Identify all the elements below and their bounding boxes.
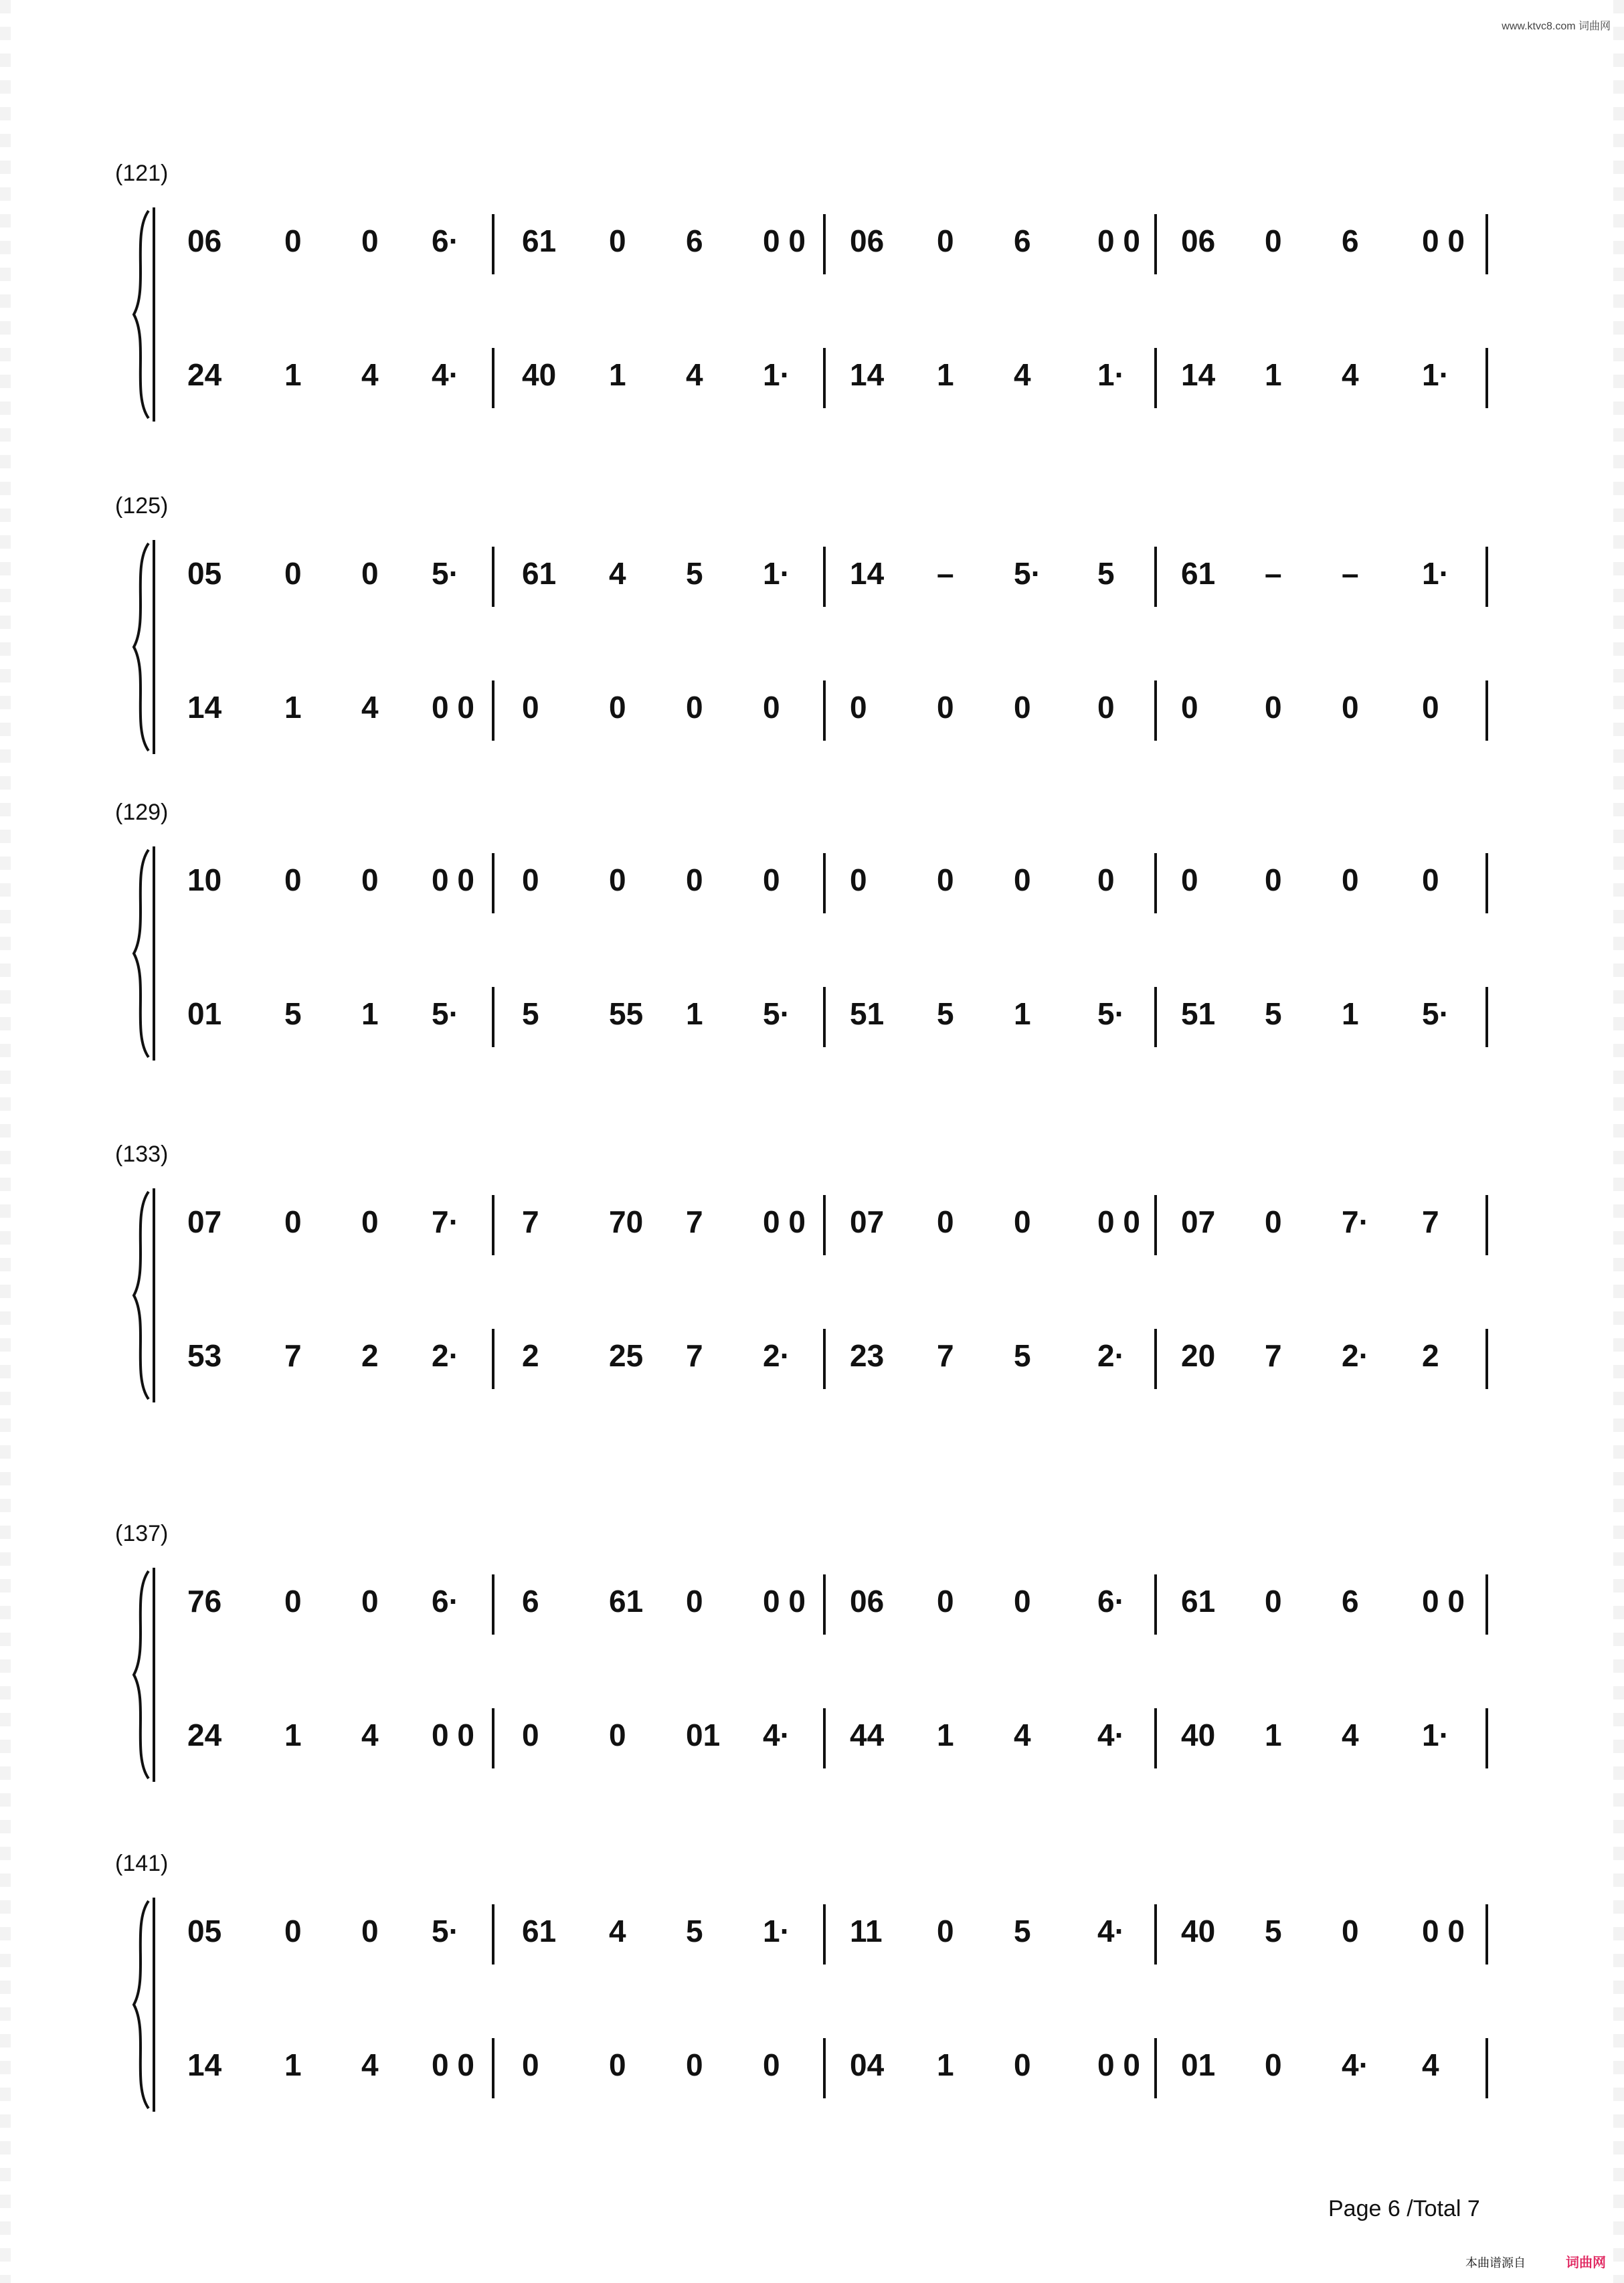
notation-token: 01 bbox=[187, 996, 222, 1031]
notation-token: 7 bbox=[284, 1338, 302, 1373]
barline bbox=[823, 348, 826, 408]
notation-token: 14 bbox=[850, 357, 885, 392]
notation-token: 5· bbox=[432, 996, 459, 1031]
notation-token: 0 bbox=[1014, 690, 1031, 725]
notation-token: 4 bbox=[361, 690, 379, 725]
barline bbox=[1485, 1574, 1488, 1635]
notation-token: 61 bbox=[522, 1914, 557, 1948]
system-start-line bbox=[153, 846, 155, 1061]
barline bbox=[1485, 1195, 1488, 1255]
notation-token: 0 bbox=[1342, 690, 1359, 725]
notation-token: 0 bbox=[1265, 2047, 1282, 2082]
notation-token: 0 bbox=[522, 1718, 539, 1752]
barline bbox=[1485, 214, 1488, 274]
barline bbox=[1485, 853, 1488, 913]
notation-token: 0 bbox=[522, 690, 539, 725]
notation-token: 0 bbox=[522, 862, 539, 897]
notation-token: 0 bbox=[609, 223, 626, 258]
notation-token: 5 bbox=[686, 1914, 703, 1948]
barline bbox=[823, 680, 826, 741]
barline bbox=[492, 1904, 494, 1965]
notation-token: 0 0 bbox=[432, 1718, 474, 1752]
system-start-line bbox=[153, 1568, 155, 1782]
notation-token: 0 bbox=[1342, 862, 1359, 897]
notation-token: 4 bbox=[1342, 1718, 1359, 1752]
barline bbox=[1485, 680, 1488, 741]
measure-number: (121) bbox=[115, 161, 169, 186]
notation-token: 1· bbox=[763, 357, 790, 392]
barline bbox=[823, 987, 826, 1047]
notation-token: 6 bbox=[522, 1584, 539, 1619]
notation-token: 1· bbox=[1422, 556, 1449, 591]
notation-token: 4· bbox=[1097, 1718, 1125, 1752]
notation-token: 05 bbox=[187, 556, 222, 591]
notation-token: 4 bbox=[609, 1914, 626, 1948]
barline bbox=[823, 214, 826, 274]
notation-token: 7· bbox=[1342, 1204, 1369, 1239]
notation-token: 7 bbox=[686, 1338, 703, 1373]
notation-token: 1 bbox=[284, 1718, 302, 1752]
system-brace bbox=[128, 207, 155, 422]
barline bbox=[492, 2038, 494, 2098]
notation-token: 1 bbox=[361, 996, 379, 1031]
notation-token: 0 bbox=[361, 556, 379, 591]
notation-token: 1· bbox=[763, 556, 790, 591]
system-start-line bbox=[153, 207, 155, 422]
barline bbox=[1485, 987, 1488, 1047]
notation-token: 5 bbox=[1265, 1914, 1282, 1948]
notation-token: 0 bbox=[1422, 862, 1439, 897]
notation-token: 0 bbox=[609, 1718, 626, 1752]
system-brace bbox=[128, 1568, 155, 1782]
barline bbox=[1485, 1708, 1488, 1768]
notation-token: 0 0 bbox=[763, 1584, 806, 1619]
barline bbox=[823, 547, 826, 607]
notation-token: 61 bbox=[1181, 556, 1216, 591]
barline bbox=[492, 348, 494, 408]
notation-token: 0 bbox=[609, 2047, 626, 2082]
notation-token: 0 bbox=[361, 1914, 379, 1948]
notation-token: 5 bbox=[522, 996, 539, 1031]
notation-token: 0 bbox=[1342, 1914, 1359, 1948]
notation-token: 0 bbox=[609, 862, 626, 897]
system-brace bbox=[128, 846, 155, 1061]
notation-token: 4 bbox=[1422, 2047, 1439, 2082]
notation-token: 44 bbox=[850, 1718, 885, 1752]
notation-token: 1 bbox=[284, 690, 302, 725]
notation-token: 0 0 bbox=[1422, 1584, 1465, 1619]
notation-token: 06 bbox=[1181, 223, 1216, 258]
notation-token: 7· bbox=[432, 1204, 459, 1239]
notation-token: 7 bbox=[522, 1204, 539, 1239]
notation-token: 0 bbox=[1181, 690, 1198, 725]
notation-token: 5 bbox=[937, 996, 954, 1031]
notation-token: 0 bbox=[937, 1914, 954, 1948]
notation-token: 0 bbox=[1265, 690, 1282, 725]
notation-token: 2· bbox=[432, 1338, 459, 1373]
notation-token: – bbox=[1342, 556, 1359, 591]
notation-token: 0 bbox=[850, 862, 867, 897]
notation-token: 0 0 bbox=[763, 1204, 806, 1239]
notation-token: 0 bbox=[1265, 862, 1282, 897]
measure-number: (133) bbox=[115, 1142, 169, 1167]
notation-token: 5· bbox=[432, 1914, 459, 1948]
barline bbox=[492, 1708, 494, 1768]
notation-token: 0 bbox=[1014, 862, 1031, 897]
notation-token: 5 bbox=[1014, 1338, 1031, 1373]
barline bbox=[823, 1195, 826, 1255]
barline bbox=[1485, 1329, 1488, 1389]
notation-token: 6 bbox=[1342, 223, 1359, 258]
notation-token: 4 bbox=[361, 357, 379, 392]
notation-token: 0 bbox=[284, 1584, 302, 1619]
notation-token: 4 bbox=[1014, 357, 1031, 392]
barline bbox=[1154, 2038, 1157, 2098]
barline bbox=[1485, 2038, 1488, 2098]
notation-token: 53 bbox=[187, 1338, 222, 1373]
notation-token: 05 bbox=[187, 1914, 222, 1948]
notation-token: 01 bbox=[686, 1718, 721, 1752]
barline bbox=[823, 1329, 826, 1389]
notation-token: 61 bbox=[522, 556, 557, 591]
notation-token: 4 bbox=[686, 357, 703, 392]
notation-token: 4 bbox=[361, 1718, 379, 1752]
notation-token: 0 0 bbox=[1097, 223, 1140, 258]
notation-token: 1 bbox=[686, 996, 703, 1031]
barline bbox=[1154, 547, 1157, 607]
notation-token: 0 bbox=[284, 223, 302, 258]
notation-token: 04 bbox=[850, 2047, 885, 2082]
notation-token: 0 0 bbox=[432, 2047, 474, 2082]
notation-token: 1 bbox=[1265, 357, 1282, 392]
measure-number: (137) bbox=[115, 1521, 169, 1546]
barline bbox=[1154, 1574, 1157, 1635]
barline bbox=[823, 1708, 826, 1768]
notation-token: 7 bbox=[1422, 1204, 1439, 1239]
measure-number: (125) bbox=[115, 493, 169, 519]
notation-token: 0 bbox=[1014, 1204, 1031, 1239]
system-brace bbox=[128, 1188, 155, 1402]
barline bbox=[492, 1329, 494, 1389]
barline bbox=[1154, 1708, 1157, 1768]
notation-token: 0 bbox=[1097, 690, 1115, 725]
notation-token: 61 bbox=[522, 223, 557, 258]
notation-token: 5· bbox=[1097, 996, 1125, 1031]
notation-token: 06 bbox=[187, 223, 222, 258]
barline bbox=[1154, 214, 1157, 274]
notation-token: 0 bbox=[284, 1914, 302, 1948]
notation-token: 5· bbox=[1422, 996, 1449, 1031]
notation-token: 1 bbox=[284, 2047, 302, 2082]
barline bbox=[823, 853, 826, 913]
notation-token: 4· bbox=[432, 357, 459, 392]
notation-token: 6 bbox=[1014, 223, 1031, 258]
barline bbox=[1154, 987, 1157, 1047]
barline bbox=[1154, 1329, 1157, 1389]
notation-token: 51 bbox=[1181, 996, 1216, 1031]
barline bbox=[1485, 1904, 1488, 1965]
notation-token: 01 bbox=[1181, 2047, 1216, 2082]
barline bbox=[492, 680, 494, 741]
notation-token: 0 bbox=[1422, 690, 1439, 725]
notation-token: 6· bbox=[432, 223, 459, 258]
barline bbox=[1485, 547, 1488, 607]
notation-token: 0 bbox=[1014, 1584, 1031, 1619]
left-margin-strip bbox=[0, 0, 11, 2283]
notation-token: 1 bbox=[937, 357, 954, 392]
notation-token: 61 bbox=[609, 1584, 644, 1619]
barline bbox=[1154, 1904, 1157, 1965]
notation-token: 1 bbox=[1342, 996, 1359, 1031]
notation-token: 20 bbox=[1181, 1338, 1216, 1373]
barline bbox=[1154, 348, 1157, 408]
notation-token: 0 bbox=[937, 223, 954, 258]
notation-token: 6· bbox=[432, 1584, 459, 1619]
notation-token: 1 bbox=[609, 357, 626, 392]
system-brace bbox=[128, 540, 155, 754]
notation-token: 1· bbox=[1422, 357, 1449, 392]
notation-token: 5 bbox=[1097, 556, 1115, 591]
notation-token: 0 bbox=[763, 690, 780, 725]
barline bbox=[492, 214, 494, 274]
notation-token: 24 bbox=[187, 1718, 222, 1752]
notation-token: – bbox=[1265, 556, 1282, 591]
notation-token: 07 bbox=[850, 1204, 885, 1239]
notation-token: 4 bbox=[361, 2047, 379, 2082]
notation-token: 0 bbox=[937, 862, 954, 897]
notation-token: 14 bbox=[1181, 357, 1216, 392]
notation-token: 1· bbox=[1097, 357, 1125, 392]
notation-token: 0 bbox=[937, 1204, 954, 1239]
barline bbox=[1154, 1195, 1157, 1255]
notation-token: – bbox=[937, 556, 954, 591]
notation-token: 10 bbox=[187, 862, 222, 897]
notation-token: 4 bbox=[609, 556, 626, 591]
notation-token: 1 bbox=[1265, 1718, 1282, 1752]
notation-token: 40 bbox=[1181, 1914, 1216, 1948]
notation-token: 5· bbox=[763, 996, 790, 1031]
notation-token: 0 0 bbox=[432, 690, 474, 725]
notation-token: 4 bbox=[1342, 357, 1359, 392]
notation-token: 1 bbox=[1014, 996, 1031, 1031]
notation-token: 2 bbox=[361, 1338, 379, 1373]
notation-token: 0 bbox=[686, 2047, 703, 2082]
notation-token: 0 bbox=[609, 690, 626, 725]
notation-token: 5 bbox=[284, 996, 302, 1031]
notation-token: 23 bbox=[850, 1338, 885, 1373]
notation-token: 2 bbox=[1422, 1338, 1439, 1373]
notation-token: 0 0 bbox=[432, 862, 474, 897]
notation-token: 0 bbox=[937, 1584, 954, 1619]
site-header: www.ktvc8.com 词曲网 bbox=[1502, 21, 1611, 32]
notation-token: 0 bbox=[284, 862, 302, 897]
notation-token: 6· bbox=[1097, 1584, 1125, 1619]
notation-token: 0 bbox=[686, 690, 703, 725]
notation-token: 0 bbox=[1265, 223, 1282, 258]
notation-token: 0 bbox=[1014, 2047, 1031, 2082]
notation-token: 4 bbox=[1014, 1718, 1031, 1752]
notation-token: 0 bbox=[1265, 1204, 1282, 1239]
notation-token: 2· bbox=[1342, 1338, 1369, 1373]
notation-token: 11 bbox=[850, 1914, 883, 1948]
notation-token: 0 bbox=[284, 556, 302, 591]
notation-token: 07 bbox=[1181, 1204, 1216, 1239]
notation-token: 4· bbox=[1342, 2047, 1369, 2082]
notation-token: 70 bbox=[609, 1204, 644, 1239]
barline bbox=[492, 547, 494, 607]
system-start-line bbox=[153, 540, 155, 754]
notation-token: 5· bbox=[432, 556, 459, 591]
notation-token: 0 bbox=[1181, 862, 1198, 897]
notation-token: 0 bbox=[361, 223, 379, 258]
notation-token: 1 bbox=[284, 357, 302, 392]
notation-token: 1 bbox=[937, 2047, 954, 2082]
barline bbox=[823, 1574, 826, 1635]
notation-token: 7 bbox=[937, 1338, 954, 1373]
notation-token: 40 bbox=[1181, 1718, 1216, 1752]
notation-token: 0 bbox=[763, 862, 780, 897]
barline bbox=[1154, 853, 1157, 913]
system-start-line bbox=[153, 1898, 155, 2112]
notation-token: 55 bbox=[609, 996, 644, 1031]
notation-token: 5 bbox=[1014, 1914, 1031, 1948]
system-brace bbox=[128, 1898, 155, 2112]
notation-token: 5· bbox=[1014, 556, 1041, 591]
notation-token: 06 bbox=[850, 223, 885, 258]
notation-token: 1 bbox=[937, 1718, 954, 1752]
notation-token: 51 bbox=[850, 996, 885, 1031]
notation-token: 0 bbox=[686, 862, 703, 897]
notation-token: 0 0 bbox=[1422, 223, 1465, 258]
notation-token: 24 bbox=[187, 357, 222, 392]
notation-token: 61 bbox=[1181, 1584, 1216, 1619]
notation-token: 0 bbox=[361, 1584, 379, 1619]
notation-token: 0 0 bbox=[1422, 1914, 1465, 1948]
notation-token: 0 0 bbox=[763, 223, 806, 258]
notation-token: 2· bbox=[763, 1338, 790, 1373]
notation-token: 1· bbox=[1422, 1718, 1449, 1752]
notation-token: 0 bbox=[361, 1204, 379, 1239]
notation-token: 4· bbox=[763, 1718, 790, 1752]
barline bbox=[492, 987, 494, 1047]
notation-token: 25 bbox=[609, 1338, 644, 1373]
page-number: Page 6 /Total 7 bbox=[1328, 2196, 1480, 2221]
notation-token: 5 bbox=[1265, 996, 1282, 1031]
barline bbox=[1485, 348, 1488, 408]
barline bbox=[823, 2038, 826, 2098]
notation-token: 0 bbox=[763, 2047, 780, 2082]
notation-token: 7 bbox=[686, 1204, 703, 1239]
footer-source: 本曲谱源自 bbox=[1465, 2256, 1526, 2270]
notation-token: 4· bbox=[1097, 1914, 1125, 1948]
notation-token: 0 bbox=[1265, 1584, 1282, 1619]
notation-token: 5 bbox=[686, 556, 703, 591]
notation-token: 0 bbox=[284, 1204, 302, 1239]
notation-token: 6 bbox=[1342, 1584, 1359, 1619]
barline bbox=[1154, 680, 1157, 741]
notation-token: 2· bbox=[1097, 1338, 1125, 1373]
notation-token: 6 bbox=[686, 223, 703, 258]
notation-token: 14 bbox=[850, 556, 885, 591]
notation-token: 0 bbox=[850, 690, 867, 725]
notation-token: 0 bbox=[937, 690, 954, 725]
barline bbox=[492, 1574, 494, 1635]
footer-logo: 词曲网 bbox=[1566, 2256, 1606, 2270]
barline bbox=[492, 853, 494, 913]
notation-token: 7 bbox=[1265, 1338, 1282, 1373]
right-margin-strip bbox=[1613, 0, 1624, 2283]
notation-token: 40 bbox=[522, 357, 557, 392]
barline bbox=[823, 1904, 826, 1965]
notation-token: 14 bbox=[187, 2047, 222, 2082]
measure-number: (141) bbox=[115, 1851, 169, 1876]
notation-token: 07 bbox=[187, 1204, 222, 1239]
notation-token: 06 bbox=[850, 1584, 885, 1619]
notation-token: 0 0 bbox=[1097, 2047, 1140, 2082]
notation-token: 76 bbox=[187, 1584, 222, 1619]
notation-token: 14 bbox=[187, 690, 222, 725]
notation-token: 0 bbox=[686, 1584, 703, 1619]
notation-token: 0 bbox=[522, 2047, 539, 2082]
measure-number: (129) bbox=[115, 800, 169, 825]
system-start-line bbox=[153, 1188, 155, 1402]
notation-token: 1· bbox=[763, 1914, 790, 1948]
notation-token: 0 bbox=[1097, 862, 1115, 897]
notation-token: 2 bbox=[522, 1338, 539, 1373]
notation-token: 0 0 bbox=[1097, 1204, 1140, 1239]
notation-token: 0 bbox=[361, 862, 379, 897]
barline bbox=[492, 1195, 494, 1255]
